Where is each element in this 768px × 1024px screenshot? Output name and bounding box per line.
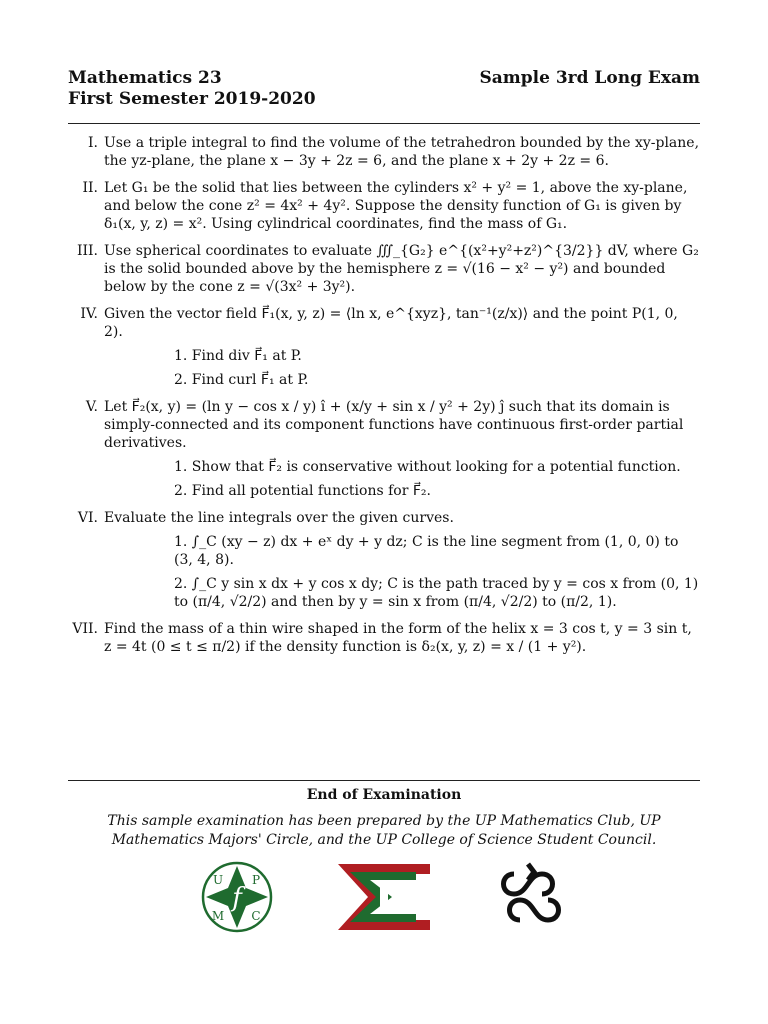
problem-text: Given the vector field F⃗₁(x, y, z) = ⟨ln x, e^{xyz}, tan⁻¹(z/x)⟩ and the point P(1, 0, 2).	[104, 306, 678, 340]
problem-number: VI.	[77, 510, 98, 526]
problem-text: Use a triple integral to find the volume of the tetrahedron bounded by the xy-plane, the yz-plane, the plane x − 3y + 2z = 6, and the plane x + 2y + 2z = 6.	[104, 135, 700, 169]
problem-2	[68, 179, 700, 233]
problem-text: Let G₁ be the solid that lies between the cylinders x² + y² = 1, above the xy-plane, and below the cone z² = 4x² + 4y². Suppose the density function of G₁ is given by δ₁(x, y, z) = x². Using cylindrical coordinates, find the mass of G₁.	[104, 180, 688, 232]
problem-number: II.	[82, 180, 98, 196]
bottom-divider	[68, 780, 700, 781]
problem-text: Let F⃗₂(x, y) = (ln y − cos x / y) î + (x/y + sin x / y² + 2y) ĵ such that its domain is simply-connected and its component functions have continuous first-order partial derivatives.	[104, 399, 684, 451]
problem-5	[68, 398, 700, 500]
problem-6	[68, 509, 700, 611]
problem-number: VII.	[72, 621, 98, 637]
end-title: End of Examination	[306, 787, 462, 803]
subproblem: 2. Find curl F⃗₁ at P.	[174, 372, 309, 388]
subproblem: 1. Show that F⃗₂ is conservative without looking for a potential function.	[174, 459, 681, 475]
credits-text: This sample examination has been prepared by the UP Mathematics Club, UP Mathematics Majors' Circle, and the UP College of Science Student Council.	[107, 813, 661, 848]
student-council-logo-icon	[494, 860, 568, 934]
problem-text: Evaluate the line integrals over the given curves.	[104, 510, 454, 526]
upmc-letter-m: M	[211, 909, 225, 923]
problem-7	[68, 620, 700, 656]
problem-1	[68, 134, 700, 170]
svg-text:f: f	[232, 883, 242, 913]
semester-label: First Semester 2019-2020	[68, 89, 316, 109]
problem-4	[68, 305, 700, 389]
exam-title: Sample 3rd Long Exam	[479, 68, 700, 88]
top-divider	[68, 123, 700, 124]
subproblem: 2. Find all potential functions for F⃗₂.	[174, 483, 431, 499]
problem-number: III.	[76, 243, 98, 259]
upmc-letter-p: P	[251, 873, 261, 887]
header-left	[68, 68, 316, 110]
course-title: Mathematics 23	[68, 68, 222, 88]
subproblem: 2. ∫_C y sin x dx + y cos x dy; C is the path traced by y = cos x from (0, 1) to (π/4, √2/2) and then by y = sin x from (π/4, √2/2) to (π/2, 1).	[174, 576, 699, 610]
upmc-letter-u: U	[212, 873, 224, 887]
subproblem: 1. ∫_C (xy − z) dx + eˣ dy + y dz; C is the line segment from (1, 0, 0) to (3, 4, 8).	[174, 534, 679, 568]
problem-text: Use spherical coordinates to evaluate ∭_{G₂} e^{(x²+y²+z²)^{3/2}} dV, where G₂ is the solid bounded above by the hemisphere z = √(16 − x² − y²) and bounded below by the cone z = √(3x² + 3y²).	[104, 243, 699, 295]
problem-number: IV.	[80, 306, 98, 322]
upmc-letter-c: C	[251, 909, 261, 923]
sigma-logo-icon	[336, 860, 432, 934]
problem-text: Find the mass of a thin wire shaped in the form of the helix x = 3 cos t, y = 3 sin t, z = 4t (0 ≤ t ≤ π/2) if the density function is δ₂(x, y, z) = x / (1 + y²).	[104, 621, 692, 655]
logo-row	[0, 860, 768, 940]
problem-list	[68, 134, 700, 665]
subproblem: 1. Find div F⃗₁ at P.	[174, 348, 302, 364]
problem-3	[68, 242, 700, 296]
upmc-logo-icon	[200, 860, 274, 934]
problem-number: V.	[85, 399, 98, 415]
problem-number: I.	[88, 135, 98, 151]
